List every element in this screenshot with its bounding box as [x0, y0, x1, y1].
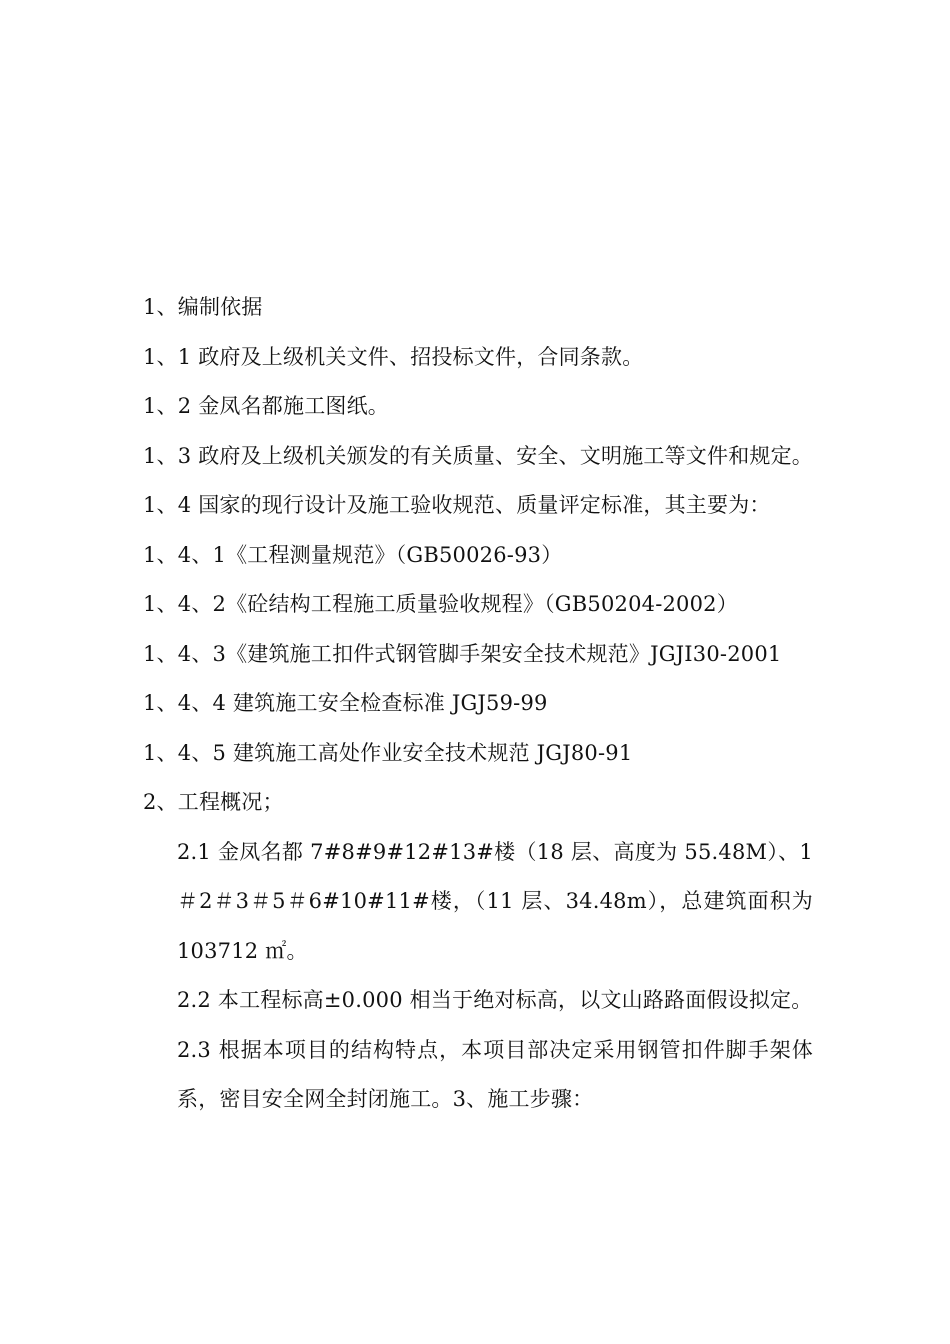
overview-paragraph: 2.2 本工程标高±0.000 相当于绝对标高，以文山路路面假设拟定。 [177, 988, 813, 1012]
heading-basis: 1、编制依据 [143, 295, 263, 319]
standard-item: 1、4、2《砼结构工程施工质量验收规程》（GB50204-2002） [143, 592, 738, 616]
standard-item: 1、4、1《工程测量规范》（GB50026-93） [143, 542, 563, 567]
text-line: 1、4 国家的现行设计及施工验收规范、质量评定标准，其主要为： [143, 493, 771, 517]
standard-item: 1、4、3《建筑施工扣件式钢管脚手架安全技术规范》JGJI30-2001 [143, 641, 782, 666]
text-line: 1、1 政府及上级机关文件、招投标文件，合同条款。 [143, 344, 644, 369]
text-paragraph: 1、3 政府及上级机关颁发的有关质量、安全、文明施工等文件和规定。 [143, 443, 813, 468]
document-body [143, 283, 813, 1125]
overview-paragraph: 2.3 根据本项目的结构特点，本项目部决定采用钢管扣件脚手架体系，密目安全网全封闭施工。3、施工步骤： [177, 1037, 813, 1111]
standard-item: 1、4、5 建筑施工高处作业安全技术规范 JGJ80-91 [143, 740, 633, 765]
standard-item: 1、4、4 建筑施工安全检查标准 JGJ59-99 [143, 691, 548, 715]
text-line: 1、2 金凤名都施工图纸。 [143, 394, 389, 418]
heading-overview: 2、工程概况； [143, 790, 284, 814]
overview-paragraph: 2.1 金凤名都 7#8#9#12#13#楼（18 层、高度为 55.48M）、1＃2＃3＃5＃6#10#11#楼，（11 层、34.48m），总建筑面积为 103712 ㎡。 [177, 839, 813, 963]
